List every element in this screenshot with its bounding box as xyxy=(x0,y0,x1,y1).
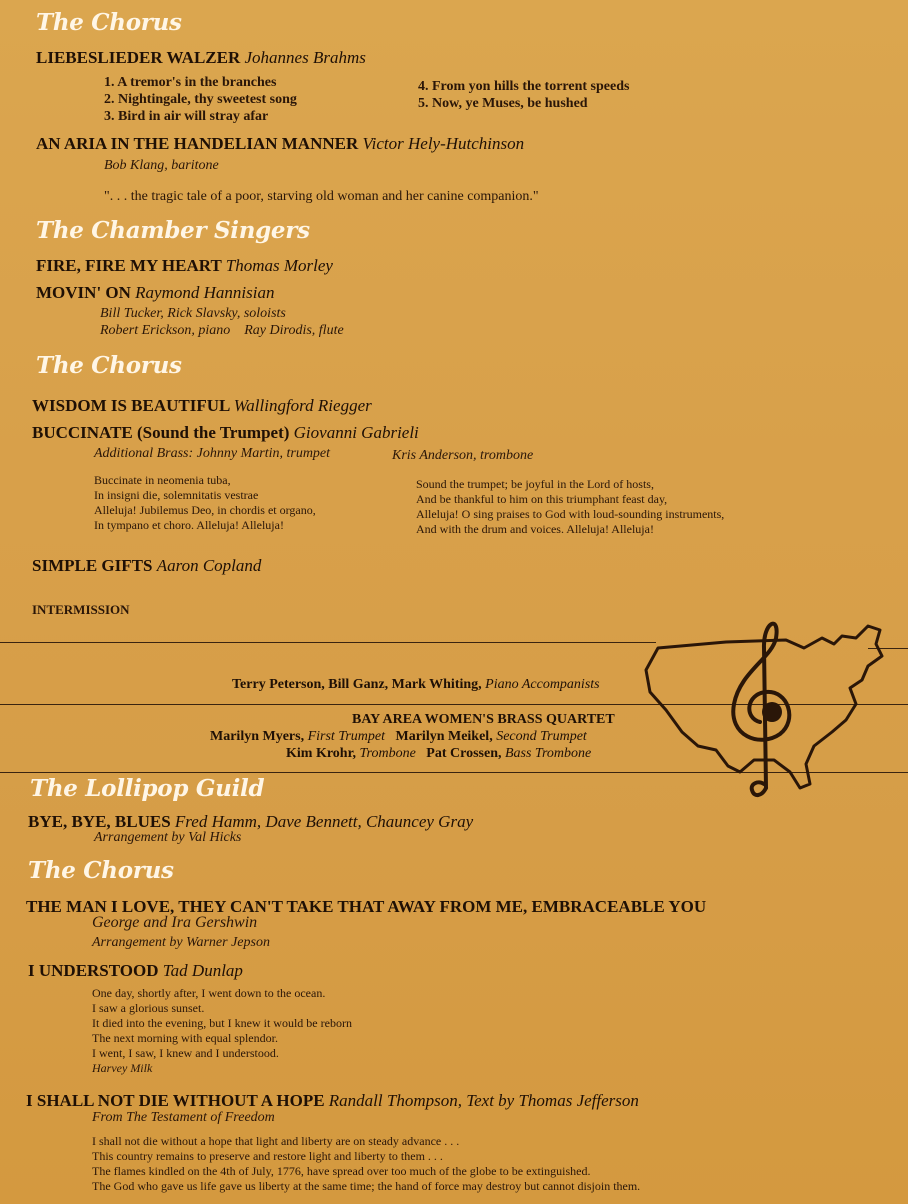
divider xyxy=(0,642,656,643)
text-line: In insigni die, solemnitatis vestrae xyxy=(94,488,259,502)
text-line: And with the drum and voices. Alleluja! Alleluja! xyxy=(416,522,654,536)
work-title-gershwin-medley: THE MAN I LOVE, THEY CAN'T TAKE THAT AWAY FROM ME, EMBRACEABLE YOU xyxy=(26,897,707,916)
work-title-fire xyxy=(36,256,333,276)
work-title: AN ARIA IN THE HANDELIAN MANNER xyxy=(36,134,359,153)
composer: Wallingford Riegger xyxy=(233,396,372,415)
movement-list-left xyxy=(104,74,297,125)
work-title-buccinate xyxy=(32,423,419,443)
accompanists: Robert Erickson, piano Ray Dirodis, flute xyxy=(100,323,344,338)
work-title: LIEBESLIEDER WALZER xyxy=(36,48,241,67)
section-heading-chorus-3: The Chorus xyxy=(28,857,174,884)
text-line: It died into the evening, but I knew it would be reborn xyxy=(92,1016,352,1030)
soloists: Bill Tucker, Rick Slavsky, soloists xyxy=(100,306,286,321)
composer: Thomas Morley xyxy=(225,256,333,275)
us-map-treble-clef-icon xyxy=(636,608,892,808)
role: Bass Trombone xyxy=(504,746,592,761)
composer: George and Ira Gershwin xyxy=(92,914,258,931)
name: Marilyn Myers, xyxy=(210,729,305,744)
poem-text xyxy=(92,986,352,1061)
composer: Johannes Brahms xyxy=(244,48,366,67)
composer: Victor Hely-Hutchinson xyxy=(362,134,525,153)
movement: 3. Bird in air will stray afar xyxy=(104,109,269,124)
source: From The Testament of Freedom xyxy=(92,1110,275,1125)
work-title: I SHALL NOT DIE WITHOUT A HOPE xyxy=(26,1091,325,1110)
movement: 2. Nightingale, thy sweetest song xyxy=(104,92,297,107)
movement: 5. Now, ye Muses, be hushed xyxy=(418,96,588,111)
name: Marilyn Meikel, xyxy=(395,729,493,744)
brass-row-2 xyxy=(286,746,591,762)
text-line: In tympano et choro. Alleluja! Alleluja! xyxy=(94,518,284,532)
work-title-movin-on xyxy=(36,283,274,303)
work-title: I UNDERSTOOD xyxy=(28,961,159,980)
latin-text xyxy=(94,473,316,533)
work-title-liebeslieder xyxy=(36,48,366,68)
role: First Trumpet xyxy=(307,729,385,744)
section-heading-chorus-2: The Chorus xyxy=(36,352,182,379)
movement: 4. From yon hills the torrent speeds xyxy=(418,79,630,94)
composer: Tad Dunlap xyxy=(162,961,243,980)
text-line: Buccinate in neomenia tuba, xyxy=(94,473,231,487)
text-line: Alleluja! O sing praises to God with loud-sounding instruments, xyxy=(416,507,725,521)
composer: Aaron Copland xyxy=(156,556,262,575)
text-line: This country remains to preserve and restore light and liberty to them . . . xyxy=(92,1149,443,1163)
role: Trombone xyxy=(359,746,416,761)
jefferson-text xyxy=(92,1134,640,1194)
text-line: The next morning with equal splendor. xyxy=(92,1031,278,1045)
work-title: BYE, BYE, BLUES xyxy=(28,812,171,831)
section-heading-lollipop-guild: The Lollipop Guild xyxy=(30,775,265,802)
work-title-aria xyxy=(36,134,524,154)
work-title: SIMPLE GIFTS xyxy=(32,556,153,575)
work-title-i-understood xyxy=(28,961,243,981)
brass-quartet-title: BAY AREA WOMEN'S BRASS QUARTET xyxy=(352,712,615,727)
additional-brass: Additional Brass: Johnny Martin, trumpet xyxy=(94,446,331,461)
soloist: Bob Klang, baritone xyxy=(104,158,219,173)
quote: ". . . the tragic tale of a poor, starving old woman and her canine companion." xyxy=(104,189,539,204)
composer: Raymond Hannisian xyxy=(135,283,275,302)
text-line: Sound the trumpet; be joyful in the Lord of hosts, xyxy=(416,477,654,491)
english-text xyxy=(416,477,724,537)
composer: Fred Hamm, Dave Bennett, Chauncey Gray xyxy=(174,812,474,831)
text-line: I saw a glorious sunset. xyxy=(92,1001,205,1015)
work-title: BUCCINATE (Sound the Trumpet) xyxy=(32,423,290,442)
arrangement: Arrangement by Val Hicks xyxy=(94,830,242,845)
text-line: And be thankful to him on this triumphant feast day, xyxy=(416,492,668,506)
poem-author: Harvey Milk xyxy=(92,1061,153,1075)
names: Terry Peterson, Bill Ganz, Mark Whiting, xyxy=(232,677,482,692)
additional-brass-2: Kris Anderson, trombone xyxy=(392,448,534,463)
section-heading-chorus-1: The Chorus xyxy=(36,9,182,36)
work-title: MOVIN' ON xyxy=(36,283,131,302)
movement-list-right xyxy=(418,78,629,112)
name: Pat Crossen, xyxy=(426,746,502,761)
text-line: The God who gave us life gave us liberty at the same time; the hand of force may destroy but cannot disjoin them. xyxy=(92,1179,641,1193)
composer: Giovanni Gabrieli xyxy=(293,423,419,442)
text-line: One day, shortly after, I went down to the ocean. xyxy=(92,986,326,1000)
movement: 1. A tremor's in the branches xyxy=(104,75,277,90)
work-title-bye-bye-blues xyxy=(28,812,473,832)
piano-accompanists xyxy=(232,677,600,693)
section-heading-chamber-singers: The Chamber Singers xyxy=(36,217,310,244)
work-title-i-shall-not-die xyxy=(26,1091,639,1111)
work-title-wisdom xyxy=(32,396,372,416)
name: Kim Krohr, xyxy=(286,746,357,761)
text-line: Alleluja! Jubilemus Deo, in chordis et organo, xyxy=(94,503,316,517)
intermission: INTERMISSION xyxy=(32,602,130,617)
brass-row-1 xyxy=(210,729,587,745)
text-line: I went, I saw, I knew and I understood. xyxy=(92,1046,279,1060)
arrangement: Arrangement by Warner Jepson xyxy=(92,935,270,950)
text-line: The flames kindled on the 4th of July, 1776, have spread over too much of the globe to be extinguished. xyxy=(92,1164,591,1178)
role: Piano Accompanists xyxy=(485,677,600,692)
work-title-simple-gifts xyxy=(32,556,261,576)
composer: Randall Thompson, Text by Thomas Jefferson xyxy=(328,1091,639,1110)
text-line: I shall not die without a hope that light and liberty are on steady advance . . . xyxy=(92,1134,460,1148)
work-title: FIRE, FIRE MY HEART xyxy=(36,256,222,275)
role: Second Trumpet xyxy=(496,729,587,744)
work-title: WISDOM IS BEAUTIFUL xyxy=(32,396,230,415)
